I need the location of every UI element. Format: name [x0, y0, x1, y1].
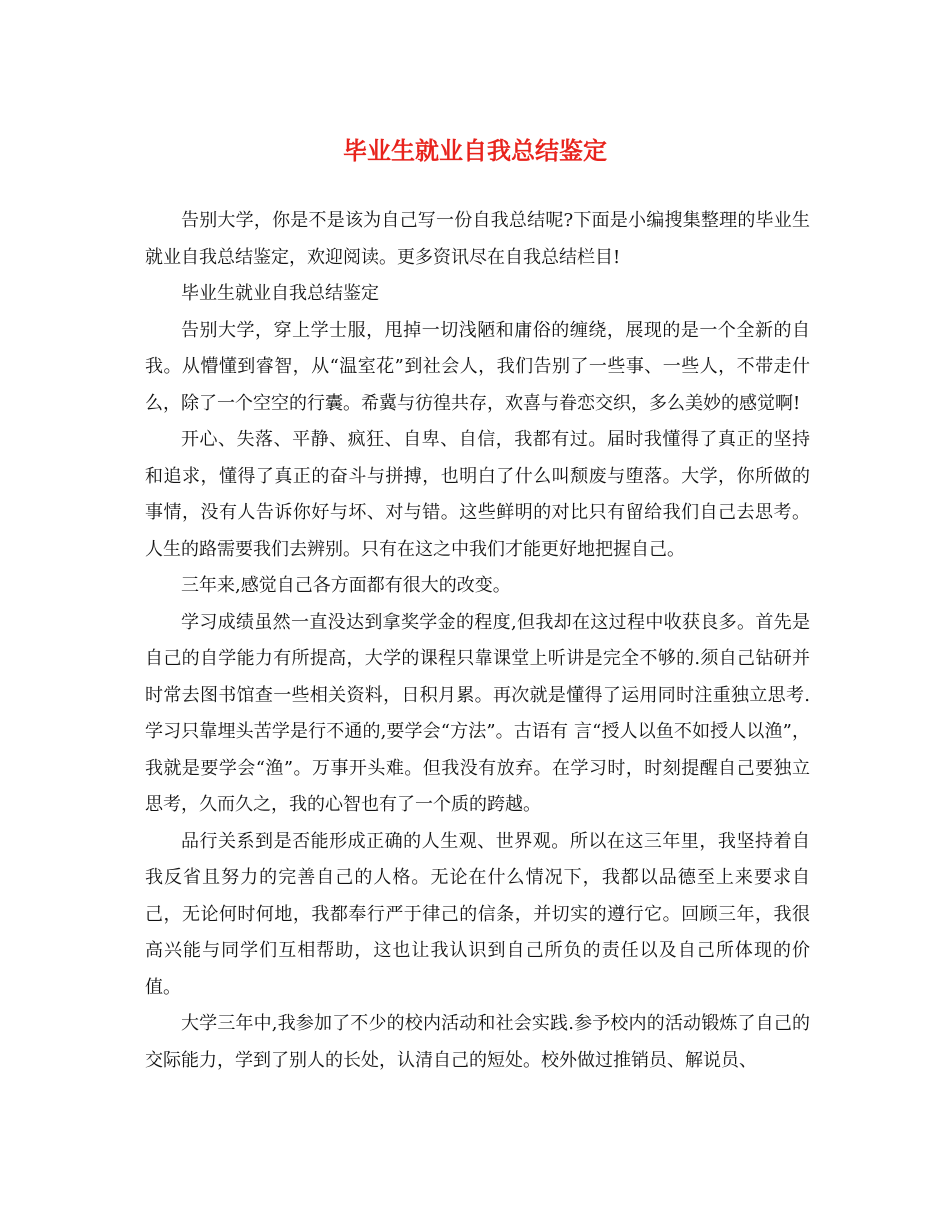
paragraph-character: 品行关系到是否能形成正确的人生观、世界观。所以在这三年里，我坚持着自我反省且努力的完善自己的人格。无论在什么情况下，我都以品德至上来要求自己，无论何时何地，我都奉行严于律己的信条，并切实的遵行它。回顾三年，我很高兴能与同学们互相帮助，这也让我认识到自己所负的责任以及自己所体现的价值。	[145, 830, 810, 998]
paragraph-farewell: 告别大学，穿上学士服，甩掉一切浅陋和庸俗的缠绕，展现的是一个全新的自我。从懵懂到睿智，从“温室花”到社会人，我们告别了一些事、一些人，不带走什么，除了一个空空的行囊。希冀与彷徨共存，欢喜与眷恋交织，多么美妙的感觉啊!	[145, 319, 810, 414]
document-body	[145, 203, 810, 1079]
paragraph-subtitle: 毕业生就业自我总结鉴定	[181, 283, 379, 304]
paragraph-emotions: 开心、失落、平静、疯狂、自卑、自信，我都有过。届时我懂得了真正的坚持和追求，懂得了真正的奋斗与拼搏，也明白了什么叫颓废与堕落。大学，你所做的事情，没有人告诉你好与坏、对与错。这些鲜明的对比只有留给我们自己去思考。人生的路需要我们去辨别。只有在这之中我们才能更好地把握自己。	[145, 429, 810, 560]
paragraph-intro: 告别大学，你是不是该为自己写一份自我总结呢?下面是小编搜集整理的毕业生就业自我总结鉴定，欢迎阅读。更多资讯尽在自我总结栏目!	[145, 210, 810, 268]
paragraph-three-years: 三年来,感觉自己各方面都有很大的改变。	[181, 575, 511, 596]
document-title: 毕业生就业自我总结鉴定	[343, 136, 607, 165]
paragraph-activities: 大学三年中,我参加了不少的校内活动和社会实践.参予校内的活动锻炼了自己的交际能力，学到了别人的长处，认清自己的短处。校外做过推销员、解说员、	[145, 1013, 810, 1071]
paragraph-study: 学习成绩虽然一直没达到拿奖学金的程度,但我却在这过程中收获良多。首先是自己的自学能力有所提高，大学的课程只靠课堂上听讲是完全不够的.须自己钻研并时常去图书馆查一些相关资料，日积月累。再次就是懂得了运用同时注重独立思考.学习只靠埋头苦学是行不通的,要学会“方法”。古语有 言“授人以鱼不如授人以渔”，我就是要学会“渔”。万事开头难。但我没有放弃。在学习时，时刻提醒自己要独立思考，久而久之，我的心智也有了一个质的跨越。	[145, 611, 810, 815]
